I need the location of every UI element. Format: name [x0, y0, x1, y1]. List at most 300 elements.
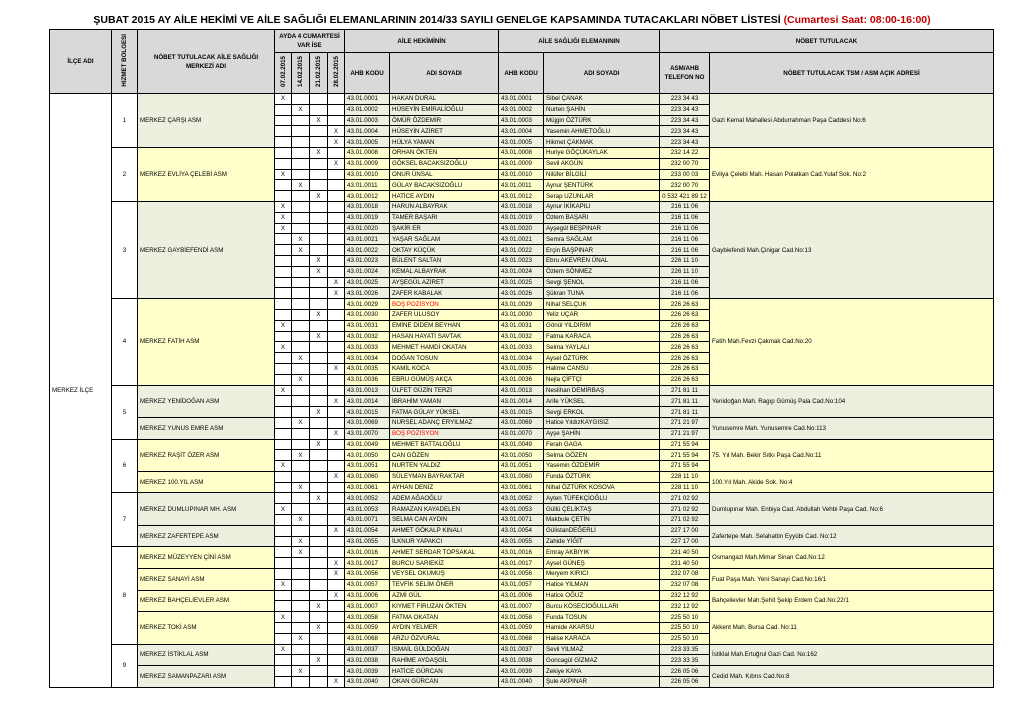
hekim-name-cell: TEVFİK SELİM ÖNER [390, 579, 499, 590]
telefon-cell: 226 26 63 [660, 320, 710, 331]
date-mark-cell [328, 482, 345, 493]
date-mark-cell: X [328, 126, 345, 137]
telefon-cell: 226 26 63 [660, 353, 710, 364]
date-mark-cell: X [275, 644, 292, 655]
eleman-name-cell: Hamide AKARSU [544, 623, 660, 634]
eleman-name-cell: Huriye GÖÇÜKAYLAK [544, 147, 660, 158]
date-mark-cell: X [328, 677, 345, 688]
eleman-code-cell: 43.01.0009 [499, 158, 544, 169]
eleman-name-cell: Nejla ÇİFTÇİ [544, 374, 660, 385]
eleman-name-cell: Erçin BAŞPINAR [544, 245, 660, 256]
eleman-name-cell: Hikmet ÇAKMAK [544, 137, 660, 148]
date-mark-cell: X [292, 374, 310, 385]
date-mark-cell: X [292, 482, 310, 493]
date-mark-cell [275, 158, 292, 169]
telefon-cell: 216 11 06 [660, 234, 710, 245]
telefon-cell: 271 02 92 [660, 504, 710, 515]
hekim-name-cell: BOŞ POZİSYON [390, 428, 499, 439]
eleman-code-cell: 43.01.0070 [499, 428, 544, 439]
hekim-code-cell: 43.01.0003 [345, 115, 390, 126]
date-mark-cell [310, 320, 328, 331]
eleman-code-cell: 43.01.0013 [499, 385, 544, 396]
hekim-name-cell: MEHMET HAMDİ OKATAN [390, 342, 499, 353]
eleman-code-cell: 43.01.0018 [499, 201, 544, 212]
telefon-cell: 232 00 70 [660, 180, 710, 191]
hekim-name-cell: BOŞ POZİSYON [390, 299, 499, 310]
address-cell: 100.Yıl Mah. Akide Sok. No:4 [710, 471, 994, 493]
telefon-cell: 226 05 06 [660, 677, 710, 688]
table-row [50, 147, 994, 158]
date-mark-cell [328, 191, 345, 202]
hekim-name-cell: HATİCE GÜRCAN [390, 666, 499, 677]
date-mark-cell [310, 94, 328, 105]
date-mark-cell [310, 471, 328, 482]
table-header [50, 30, 994, 94]
header-hekim: AİLE HEKİMİNİN [345, 30, 499, 53]
header-ahb-kodu-hekim: AHB KODU [345, 53, 390, 94]
eleman-code-cell: 43.01.0059 [499, 623, 544, 634]
hekim-code-cell: 43.01.0035 [345, 363, 390, 374]
date-mark-cell: X [275, 201, 292, 212]
eleman-code-cell: 43.01.0060 [499, 471, 544, 482]
eleman-name-cell: Nurten ŞAHİN [544, 104, 660, 115]
date-mark-cell [275, 482, 292, 493]
telefon-cell: 232 14 22 [660, 147, 710, 158]
date-mark-cell [328, 633, 345, 644]
date-mark-cell [328, 515, 345, 526]
header-bolge: HİZMET BÖLGESİ [112, 30, 138, 94]
table-row [50, 471, 994, 482]
telefon-cell: 226 11 10 [660, 255, 710, 266]
eleman-code-cell: 43.01.0014 [499, 396, 544, 407]
date-mark-cell [328, 374, 345, 385]
hekim-code-cell: 43.01.0052 [345, 493, 390, 504]
hekim-name-cell: ARZU ÖZVURAL [390, 633, 499, 644]
eleman-code-cell: 43.01.0035 [499, 363, 544, 374]
telefon-cell: 226 26 63 [660, 342, 710, 353]
hekim-code-cell: 43.01.0016 [345, 547, 390, 558]
hekim-code-cell: 43.01.0051 [345, 461, 390, 472]
date-mark-cell [328, 579, 345, 590]
table-body [50, 94, 994, 688]
asm-name-cell: MERKEZ SANAYİ ASM [138, 569, 275, 591]
header-adi-soyadi-hekim: ADI SOYADI [390, 53, 499, 94]
hekim-code-cell: 43.01.0039 [345, 666, 390, 677]
eleman-name-cell: Müjgin ÖZTÜRK [544, 115, 660, 126]
date-mark-cell: X [275, 94, 292, 105]
date-mark-cell [292, 158, 310, 169]
date-mark-cell [275, 471, 292, 482]
date-mark-cell [328, 245, 345, 256]
telefon-cell: 225 50 10 [660, 612, 710, 623]
date-mark-cell [292, 644, 310, 655]
header-ahb-kodu-eleman: AHB KODU [499, 53, 544, 94]
date-mark-cell: X [292, 353, 310, 364]
date-mark-cell [328, 147, 345, 158]
address-cell: Fatih Mah.Fevzi Çakmak Cad.No:20 [710, 299, 994, 385]
eleman-name-cell: Aysel GÜNEŞ [544, 558, 660, 569]
eleman-name-cell: Ayten TÜFEKÇİOĞLU [544, 493, 660, 504]
hekim-name-cell: KIYMET FİRUZAN ÖKTEN [390, 601, 499, 612]
telefon-cell: 226 26 63 [660, 309, 710, 320]
hekim-name-cell: İSMAİL GÜLDOĞAN [390, 644, 499, 655]
date-mark-cell [292, 601, 310, 612]
telefon-cell: 223 33 35 [660, 655, 710, 666]
date-mark-cell: X [292, 666, 310, 677]
hekim-name-cell: HATİCE AYDIN [390, 191, 499, 202]
eleman-name-cell: Özlem SÖNMEZ [544, 266, 660, 277]
telefon-cell: 216 11 06 [660, 277, 710, 288]
hekim-code-cell: 43.01.0011 [345, 180, 390, 191]
telefon-cell: 226 05 06 [660, 666, 710, 677]
hekim-name-cell: ONUR ÜNSAL [390, 169, 499, 180]
eleman-code-cell: 43.01.0023 [499, 255, 544, 266]
date-mark-cell [310, 417, 328, 428]
hekim-name-cell: AYŞEGÜL AZİRET [390, 277, 499, 288]
date-mark-cell [275, 234, 292, 245]
date-mark-cell [328, 234, 345, 245]
date-mark-cell: X [328, 363, 345, 374]
date-mark-cell [310, 515, 328, 526]
date-mark-cell [275, 633, 292, 644]
eleman-name-cell: Aysel ÖZTÜRK [544, 353, 660, 364]
eleman-code-cell: 43.01.0029 [499, 299, 544, 310]
telefon-cell: 232 00 70 [660, 158, 710, 169]
date-mark-cell: X [292, 536, 310, 547]
eleman-name-cell: Şule AKPINAR [544, 677, 660, 688]
address-cell: 75. Yıl Mah. Bekir Sıtkı Paşa Cad.No:11 [710, 439, 994, 471]
date-mark-cell [310, 677, 328, 688]
date-mark-cell: X [292, 547, 310, 558]
eleman-code-cell: 43.01.0004 [499, 126, 544, 137]
date-mark-cell [292, 320, 310, 331]
date-mark-cell [292, 255, 310, 266]
asm-name-cell: MERKEZ YUNUS EMRE ASM [138, 417, 275, 439]
date-mark-cell [275, 353, 292, 364]
telefon-cell: 0 532 421 89 12 [660, 191, 710, 202]
date-mark-cell [275, 655, 292, 666]
hekim-code-cell: 43.01.0025 [345, 277, 390, 288]
eleman-code-cell: 43.01.0024 [499, 266, 544, 277]
date-mark-cell [292, 493, 310, 504]
date-mark-cell: X [328, 569, 345, 580]
hekim-code-cell: 43.01.0059 [345, 623, 390, 634]
hekim-name-cell: BÜLENT SALTAN [390, 255, 499, 266]
date-mark-cell: X [275, 385, 292, 396]
date-mark-cell: X [275, 504, 292, 515]
eleman-name-cell: Hatice YILMAN [544, 579, 660, 590]
hekim-code-cell: 43.01.0010 [345, 169, 390, 180]
hekim-code-cell: 43.01.0069 [345, 417, 390, 428]
date-mark-cell: X [328, 428, 345, 439]
eleman-name-cell: Selma YAYLALI [544, 342, 660, 353]
hekim-code-cell: 43.01.0049 [345, 439, 390, 450]
date-mark-cell [292, 655, 310, 666]
hekim-name-cell: OKTAY KÜÇÜK [390, 245, 499, 256]
date-mark-cell: X [310, 255, 328, 266]
date-mark-cell: X [328, 396, 345, 407]
hekim-name-cell: CAN GÖZEN [390, 450, 499, 461]
header-nobet: NÖBET TUTULACAK [660, 30, 994, 53]
eleman-name-cell: Yasemin ÖZDEMİR [544, 461, 660, 472]
date-mark-cell [310, 547, 328, 558]
header-date-2: 14.02.2015 [292, 53, 310, 94]
eleman-name-cell: Semra SAĞLAM [544, 234, 660, 245]
eleman-name-cell: Sevgi ERKOL [544, 407, 660, 418]
telefon-cell: 226 26 63 [660, 331, 710, 342]
date-mark-cell [310, 180, 328, 191]
date-mark-cell: X [328, 525, 345, 536]
date-mark-cell [292, 309, 310, 320]
hekim-name-cell: KAMİL KOCA [390, 363, 499, 374]
date-mark-cell [275, 147, 292, 158]
date-mark-cell [292, 461, 310, 472]
address-cell: Bahçelievler Mah.Şehit Şekip Erdem Cad.No:22/1 [710, 590, 994, 612]
date-mark-cell [275, 104, 292, 115]
eleman-code-cell: 43.01.0068 [499, 633, 544, 644]
date-mark-cell [310, 374, 328, 385]
eleman-code-cell: 43.01.0033 [499, 342, 544, 353]
eleman-name-cell: Sevil YILMAZ [544, 644, 660, 655]
eleman-code-cell: 43.01.0058 [499, 612, 544, 623]
eleman-name-cell: Sevgi ŞENOL [544, 277, 660, 288]
telefon-cell: 226 26 63 [660, 374, 710, 385]
hekim-code-cell: 43.01.0001 [345, 94, 390, 105]
bolge-cell: 5 [112, 385, 138, 439]
table-row [50, 299, 994, 310]
date-mark-cell [275, 137, 292, 148]
date-mark-cell: X [275, 612, 292, 623]
eleman-name-cell: Aynur ŞENTÜRK [544, 180, 660, 191]
date-mark-cell [292, 569, 310, 580]
date-mark-cell [328, 493, 345, 504]
date-mark-cell [328, 536, 345, 547]
eleman-name-cell: Selma GÖZEN [544, 450, 660, 461]
eleman-name-cell: Ayşegül BEŞPINAR [544, 223, 660, 234]
eleman-code-cell: 43.01.0039 [499, 666, 544, 677]
eleman-name-cell: Hatice YıldızKAYGISIZ [544, 417, 660, 428]
date-mark-cell: X [292, 104, 310, 115]
date-mark-cell [310, 137, 328, 148]
eleman-name-cell: Yasemin AHMETOĞLU [544, 126, 660, 137]
telefon-cell: 225 50 10 [660, 623, 710, 634]
date-mark-cell [292, 212, 310, 223]
hekim-name-cell: HASAN HAYATİ SAVTAK [390, 331, 499, 342]
eleman-name-cell: Neslihan DEMİRBAŞ [544, 385, 660, 396]
eleman-code-cell: 43.01.0012 [499, 191, 544, 202]
date-mark-cell [292, 504, 310, 515]
date-mark-cell: X [275, 223, 292, 234]
eleman-code-cell: 43.01.0056 [499, 569, 544, 580]
date-mark-cell [310, 558, 328, 569]
hekim-name-cell: SÜLEYMAN BAYRAKTAR [390, 471, 499, 482]
eleman-code-cell: 43.01.0036 [499, 374, 544, 385]
asm-name-cell: MERKEZ TOKİ ASM [138, 612, 275, 644]
date-mark-cell: X [310, 439, 328, 450]
date-mark-cell [310, 396, 328, 407]
date-mark-cell [292, 277, 310, 288]
telefon-cell: 226 26 63 [660, 363, 710, 374]
telefon-cell: 271 55 94 [660, 450, 710, 461]
date-mark-cell [310, 666, 328, 677]
date-mark-cell [292, 623, 310, 634]
eleman-name-cell: Meryem KIRICI [544, 569, 660, 580]
date-mark-cell [310, 353, 328, 364]
date-mark-cell [275, 515, 292, 526]
hekim-code-cell: 43.01.0056 [345, 569, 390, 580]
asm-name-cell: MERKEZ FATİH ASM [138, 299, 275, 385]
eleman-name-cell: Nihal SELÇUK [544, 299, 660, 310]
hekim-name-cell: EMİNE DİDEM BEYHAN [390, 320, 499, 331]
date-mark-cell [328, 320, 345, 331]
eleman-name-cell: Zahide YİĞİT [544, 536, 660, 547]
hekim-code-cell: 43.01.0009 [345, 158, 390, 169]
date-mark-cell: X [310, 407, 328, 418]
table-row [50, 385, 994, 396]
date-mark-cell [275, 428, 292, 439]
header-date-4: 28.02.2015 [328, 53, 345, 94]
asm-name-cell: MERKEZ RAŞİT ÖZER ASM [138, 439, 275, 471]
address-cell: Yunusemre Mah. Yunusemre Cad.No:113 [710, 417, 994, 439]
date-mark-cell [310, 461, 328, 472]
telefon-cell: 223 34 43 [660, 126, 710, 137]
hekim-code-cell: 43.01.0037 [345, 644, 390, 655]
date-mark-cell [328, 223, 345, 234]
hekim-code-cell: 43.01.0015 [345, 407, 390, 418]
date-mark-cell [328, 309, 345, 320]
date-mark-cell [292, 363, 310, 374]
hekim-code-cell: 43.01.0060 [345, 471, 390, 482]
hekim-code-cell: 43.01.0007 [345, 601, 390, 612]
eleman-name-cell: Şükran TUNA [544, 288, 660, 299]
eleman-code-cell: 43.01.0016 [499, 547, 544, 558]
asm-name-cell: MERKEZ DUMLUPINAR MH. ASM [138, 493, 275, 525]
duty-table [49, 29, 994, 688]
eleman-code-cell: 43.01.0069 [499, 417, 544, 428]
date-mark-cell [275, 439, 292, 450]
date-mark-cell [310, 223, 328, 234]
date-mark-cell [310, 644, 328, 655]
date-mark-cell [292, 590, 310, 601]
asm-name-cell: MERKEZ SAMANPAZARI ASM [138, 666, 275, 688]
table-row [50, 417, 994, 428]
hekim-name-cell: GÖKSEL BACAKSIZOĞLU [390, 158, 499, 169]
asm-name-cell: MERKEZ ZAFERTEPE ASM [138, 525, 275, 547]
date-mark-cell: X [275, 342, 292, 353]
date-mark-cell [328, 450, 345, 461]
hekim-name-cell: ÜLFET GÜZİN TERZİ [390, 385, 499, 396]
telefon-cell: 231 40 50 [660, 547, 710, 558]
eleman-code-cell: 43.01.0049 [499, 439, 544, 450]
hekim-name-cell: ŞAKİR ER [390, 223, 499, 234]
eleman-name-cell: Aynur İKİKAPILI [544, 201, 660, 212]
hekim-name-cell: OKAN GÜRCAN [390, 677, 499, 688]
date-mark-cell [292, 299, 310, 310]
date-mark-cell: X [275, 579, 292, 590]
hekim-name-cell: EBRU GÜMÜŞ AKÇA [390, 374, 499, 385]
eleman-name-cell: Sevil AKGÜN [544, 158, 660, 169]
eleman-code-cell: 43.01.0022 [499, 245, 544, 256]
date-mark-cell [275, 396, 292, 407]
date-mark-cell [328, 94, 345, 105]
asm-name-cell: MERKEZ 100.YIL ASM [138, 471, 275, 493]
date-mark-cell [328, 255, 345, 266]
date-mark-cell [275, 601, 292, 612]
hekim-code-cell: 43.01.0054 [345, 525, 390, 536]
date-mark-cell [275, 547, 292, 558]
telefon-cell: 271 02 92 [660, 515, 710, 526]
header-date-3: 21.02.2015 [310, 53, 328, 94]
header-eleman: AİLE SAĞLIĞI ELEMANININ [499, 30, 660, 53]
eleman-code-cell: 43.01.0050 [499, 450, 544, 461]
table-row [50, 525, 994, 536]
date-mark-cell: X [310, 191, 328, 202]
hekim-code-cell: 43.01.0033 [345, 342, 390, 353]
telefon-cell: 271 55 94 [660, 461, 710, 472]
address-cell: Fuat Paşa Mah. Yeni Sanayi Cad.No:16/1 [710, 569, 994, 591]
telefon-cell: 227 17 00 [660, 525, 710, 536]
date-mark-cell: X [275, 169, 292, 180]
date-mark-cell [275, 245, 292, 256]
hekim-name-cell: HÜSEYİN EMİRALİOĞLU [390, 104, 499, 115]
eleman-code-cell: 43.01.0030 [499, 309, 544, 320]
address-cell: Gaybiefendi Mah.Çinigar Cad.No:13 [710, 201, 994, 298]
hekim-name-cell: NURTEN YALDIZ [390, 461, 499, 472]
date-mark-cell: X [328, 590, 345, 601]
date-mark-cell [310, 536, 328, 547]
date-mark-cell [275, 299, 292, 310]
eleman-name-cell: Funda ÖZTÜRK [544, 471, 660, 482]
date-mark-cell [292, 94, 310, 105]
hekim-code-cell: 43.01.0008 [345, 147, 390, 158]
hekim-name-cell: DOĞAN TOSUN [390, 353, 499, 364]
date-mark-cell [328, 104, 345, 115]
hekim-code-cell: 43.01.0022 [345, 245, 390, 256]
bolge-cell: 7 [112, 493, 138, 547]
eleman-code-cell: 43.01.0053 [499, 504, 544, 515]
eleman-code-cell: 43.01.0010 [499, 169, 544, 180]
eleman-name-cell: Halise KARACA [544, 633, 660, 644]
eleman-name-cell: Arife YÜKSEL [544, 396, 660, 407]
hekim-name-cell: RAMAZAN KAYADELEN [390, 504, 499, 515]
hekim-name-cell: ZAFER ULUSOY [390, 309, 499, 320]
bolge-cell: 4 [112, 299, 138, 385]
hekim-name-cell: AYDIN YELMER [390, 623, 499, 634]
hekim-name-cell: HÜSEYİN AZİRET [390, 126, 499, 137]
date-mark-cell [292, 579, 310, 590]
date-mark-cell [310, 299, 328, 310]
eleman-code-cell: 43.01.0007 [499, 601, 544, 612]
hekim-code-cell: 43.01.0031 [345, 320, 390, 331]
date-mark-cell [275, 191, 292, 202]
date-mark-cell [275, 493, 292, 504]
date-mark-cell [292, 677, 310, 688]
date-mark-cell [275, 288, 292, 299]
eleman-code-cell: 43.01.0020 [499, 223, 544, 234]
date-mark-cell [292, 428, 310, 439]
date-mark-cell: X [292, 245, 310, 256]
hekim-name-cell: AHMET SERDAR TOPSAKAL [390, 547, 499, 558]
date-mark-cell [275, 115, 292, 126]
date-mark-cell [310, 158, 328, 169]
date-mark-cell [310, 579, 328, 590]
hekim-code-cell: 43.01.0002 [345, 104, 390, 115]
date-mark-cell [328, 655, 345, 666]
table-row [50, 493, 994, 504]
date-mark-cell [275, 255, 292, 266]
date-mark-cell [275, 407, 292, 418]
date-mark-cell [328, 504, 345, 515]
